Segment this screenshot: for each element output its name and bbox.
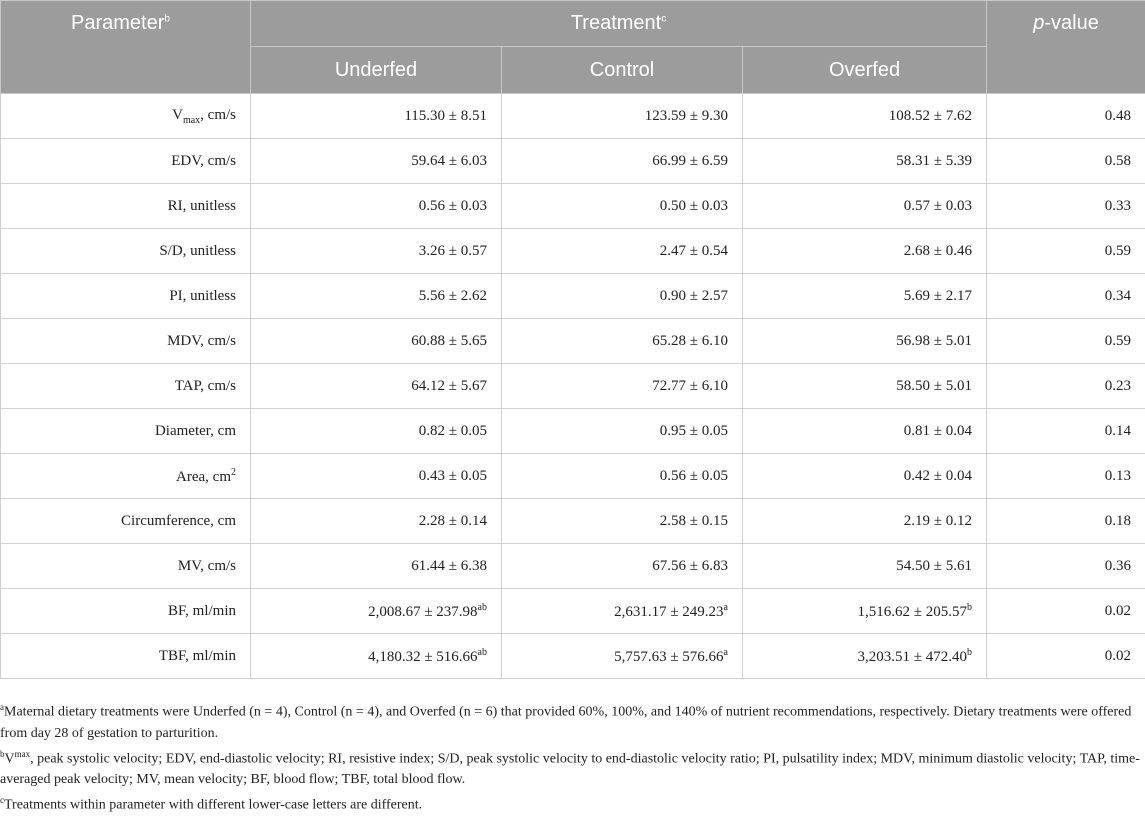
overfed-value: 5.69 ± 2.17 [743, 274, 987, 319]
p-value: 0.02 [987, 634, 1145, 679]
control-value: 0.50 ± 0.03 [502, 184, 743, 229]
control-value: 123.59 ± 9.30 [502, 94, 743, 139]
row-label: TBF, ml/min [1, 634, 251, 679]
control-value: 67.56 ± 6.83 [502, 544, 743, 589]
row-label: MDV, cm/s [1, 319, 251, 364]
control-value: 0.90 ± 2.57 [502, 274, 743, 319]
table-row [1, 319, 1145, 364]
row-label: BF, ml/min [1, 589, 251, 634]
treatment-header: Treatment$^c$ [251, 1, 987, 47]
row-label: RI, unitless [1, 184, 251, 229]
overfed-value: 0.57 ± 0.03 [743, 184, 987, 229]
underfed-value: 0.82 ± 0.05 [251, 409, 502, 454]
row-label: $V_{max}$, cm/s [1, 94, 251, 139]
underfed-value: 2.28 ± 0.14 [251, 499, 502, 544]
control-value: 65.28 ± 6.10 [502, 319, 743, 364]
p-value: 0.13 [987, 454, 1145, 499]
group-header-control: Control [502, 47, 743, 94]
table-row [1, 409, 1145, 454]
control-value: 72.77 ± 6.10 [502, 364, 743, 409]
table-row [1, 139, 1145, 184]
overfed-value: 3,203.51 ± 472.40$^b$ [743, 634, 987, 679]
footnote-b: $^bV^{max}$, peak systolic velocity; EDV, end-diastolic velocity; RI, resistive index; S/D, peak systolic velocity to end-diastolic velocity ratio; PI, pulsatility index; MDV, minimum diastolic velocity; TAP, time-averaged peak velocity; MV, mean velocity; BF, blood flow; TBF, total blood flow. [0, 744, 1145, 791]
table-row [1, 454, 1145, 499]
row-label: EDV, cm/s [1, 139, 251, 184]
row-label: Circumference, cm [1, 499, 251, 544]
control-value: 2.47 ± 0.54 [502, 229, 743, 274]
p-value: 0.59 [987, 319, 1145, 364]
underfed-value: 4,180.32 ± 516.66$^{ab}$ [251, 634, 502, 679]
row-label: MV, cm/s [1, 544, 251, 589]
overfed-value: 58.50 ± 5.01 [743, 364, 987, 409]
group-header-underfed: Underfed [251, 47, 502, 94]
p-value: 0.23 [987, 364, 1145, 409]
row-label: Diameter, cm [1, 409, 251, 454]
table-row [1, 94, 1145, 139]
control-value: 2.58 ± 0.15 [502, 499, 743, 544]
underfed-value: 59.64 ± 6.03 [251, 139, 502, 184]
table-row [1, 589, 1145, 634]
p-value: 0.36 [987, 544, 1145, 589]
control-value: 0.95 ± 0.05 [502, 409, 743, 454]
underfed-value: 61.44 ± 6.38 [251, 544, 502, 589]
row-label: PI, unitless [1, 274, 251, 319]
p-value: 0.58 [987, 139, 1145, 184]
header-row-1 [1, 1, 1145, 47]
underfed-value: 60.88 ± 5.65 [251, 319, 502, 364]
overfed-value: 54.50 ± 5.61 [743, 544, 987, 589]
underfed-value: 5.56 ± 2.62 [251, 274, 502, 319]
p-value: 0.18 [987, 499, 1145, 544]
p-value: 0.02 [987, 589, 1145, 634]
table-row [1, 274, 1145, 319]
overfed-value: 2.68 ± 0.46 [743, 229, 987, 274]
row-label: Area, $cm^2$ [1, 454, 251, 499]
underfed-value: 2,008.67 ± 237.98$^{ab}$ [251, 589, 502, 634]
row-label: TAP, cm/s [1, 364, 251, 409]
p-value: 0.59 [987, 229, 1145, 274]
p-value: 0.33 [987, 184, 1145, 229]
overfed-value: 56.98 ± 5.01 [743, 319, 987, 364]
table-row [1, 229, 1145, 274]
table-row [1, 184, 1145, 229]
footnote-a: $^a$Maternal dietary treatments were Underfed (n = 4), Control (n = 4), and Overfed (n = 6) that provided 60%, 100%, and 140% of nutrient recommendations, respectively. Dietary treatments were offered from day 28 of gestation to parturition. [0, 697, 1145, 744]
control-value: 0.56 ± 0.05 [502, 454, 743, 499]
table-row [1, 364, 1145, 409]
parameter-header: Parameter$^b$ [1, 1, 251, 94]
row-label: S/D, unitless [1, 229, 251, 274]
control-value: 2,631.17 ± 249.23$^a$ [502, 589, 743, 634]
table-row [1, 634, 1145, 679]
overfed-value: 0.81 ± 0.04 [743, 409, 987, 454]
overfed-value: 0.42 ± 0.04 [743, 454, 987, 499]
p-value: 0.48 [987, 94, 1145, 139]
footnotes [0, 697, 1145, 816]
control-value: 66.99 ± 6.59 [502, 139, 743, 184]
underfed-value: 64.12 ± 5.67 [251, 364, 502, 409]
p-value: 0.34 [987, 274, 1145, 319]
underfed-value: 3.26 ± 0.57 [251, 229, 502, 274]
pvalue-header: p-value [987, 1, 1145, 94]
table-row [1, 499, 1145, 544]
overfed-value: 108.52 ± 7.62 [743, 94, 987, 139]
underfed-value: 115.30 ± 8.51 [251, 94, 502, 139]
overfed-value: 58.31 ± 5.39 [743, 139, 987, 184]
underfed-value: 0.56 ± 0.03 [251, 184, 502, 229]
control-value: 5,757.63 ± 576.66$^a$ [502, 634, 743, 679]
group-header-overfed: Overfed [743, 47, 987, 94]
underfed-value: 0.43 ± 0.05 [251, 454, 502, 499]
overfed-value: 2.19 ± 0.12 [743, 499, 987, 544]
p-value: 0.14 [987, 409, 1145, 454]
table-row [1, 544, 1145, 589]
overfed-value: 1,516.62 ± 205.57$^b$ [743, 589, 987, 634]
footnote-c: $^c$Treatments within parameter with different lower-case letters are different. [0, 790, 1145, 816]
